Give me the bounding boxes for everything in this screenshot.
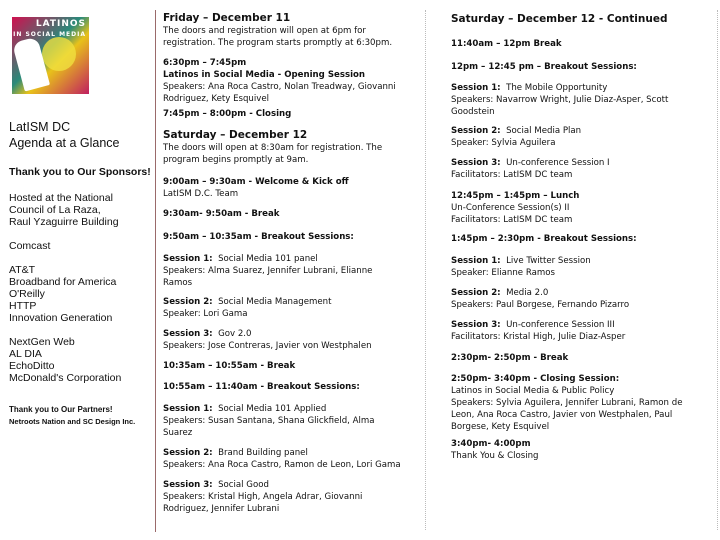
bold-label: Session 3: [163,329,213,339]
latism-logo [12,17,89,94]
schedule-line [163,93,396,105]
bold-label: 12pm – 12:45 pm – Breakout Sessions: [451,62,637,72]
logo-text: LATINOS [35,19,86,29]
line-text: Speakers: Ana Roca Castro, Nolan Treadway, Giovanni [163,82,396,92]
sponsor-name: Raul Yzaguirre Building [9,216,119,228]
partners-heading: Thank you to Our Partners! [9,405,113,414]
sponsor-name: Hosted at the National [9,192,113,204]
schedule-item [451,233,637,245]
schedule-item [451,255,591,279]
schedule-item [451,125,581,149]
line-text: Social Media 101 panel [218,254,318,264]
sponsor-group [9,264,121,324]
line-text: Rodriguez, Kety Esquivel [163,94,270,104]
schedule-line [451,214,579,226]
sponsor-name: HTTP [9,300,37,312]
schedule-line [451,267,591,279]
bold-label: 1:45pm – 2:30pm - Breakout Sessions: [451,234,637,244]
schedule-line [163,308,331,320]
schedule-line [451,94,668,106]
line-text: Facilitators: LatISM DC team [451,170,573,180]
sponsor-name: EchoDitto [9,360,55,372]
schedule-item [451,373,682,433]
schedule-line [451,331,625,343]
schedule-line [163,253,372,265]
sponsor-name: McDonald's Corporation [9,372,122,384]
schedule-item [163,328,372,352]
line-text: Brand Building panel [218,448,308,458]
bold-label: 9:30am- 9:50am - Break [163,209,280,219]
sponsor-name: O'Reilly [9,288,45,300]
schedule-item [163,208,280,220]
schedule-line [163,296,331,308]
schedule-item [163,129,382,166]
sponsor-name: Broadband for America [9,276,117,288]
line-text: LatISM D.C. Team [163,189,239,199]
line-text: Speakers: Ana Roca Castro, Ramon de Leon, Lori Gama [163,460,401,470]
schedule-line [451,169,610,181]
line-text: Un-conference Session III [506,320,615,330]
bold-label: Session 2: [163,448,213,458]
bold-label: 7:45pm – 8:00pm - Closing [163,109,292,119]
bold-label: 9:50am – 10:35am - Breakout Sessions: [163,232,354,242]
schedule-line [163,108,291,120]
sponsors-list [9,192,121,396]
schedule-line [163,154,382,166]
schedule-line [163,142,382,154]
schedule-item [451,319,625,343]
bold-label: Session 3: [163,480,213,490]
line-text: Speaker: Sylvia Aguilera [451,138,556,148]
schedule-item [451,61,637,73]
sponsor-name: AL DIA [9,348,42,360]
schedule-item [163,403,375,439]
schedule-line [163,25,392,37]
schedule-line [163,447,401,459]
schedule-item [163,231,354,243]
schedule-line [163,265,372,277]
schedule-line [451,202,579,214]
day-heading: Saturday – December 12 [163,129,308,141]
day-heading: Saturday – December 12 - Continued [451,13,668,25]
schedule-item [451,82,668,118]
sidebar-title: LatISM DC [9,120,71,134]
schedule-line [163,37,392,49]
sponsor-name: Innovation Generation [9,312,113,324]
schedule-item [163,381,360,393]
line-text: Social Media Plan [506,126,582,136]
line-text: Social Media Management [218,297,332,307]
schedule-line [451,319,625,331]
schedule-line [163,328,372,340]
line-text: Facilitators: LatISM DC team [451,215,573,225]
schedule-item [451,438,539,462]
bold-label: Session 1: [163,254,213,264]
sponsor-name: AT&T [9,264,36,276]
schedule-item [163,296,331,320]
schedule-item [451,38,562,50]
bold-label: Session 1: [451,256,501,266]
dotted-divider [425,10,426,530]
line-text: Live Twitter Session [506,256,591,266]
line-text: Thank You & Closing [451,451,539,461]
bold-label: Session 2: [163,297,213,307]
schedule-line [451,409,682,421]
schedule-line [163,503,362,515]
line-text: Facilitators: Kristal High, Julie Diaz-Asper [451,332,626,342]
schedule-line [163,81,396,93]
schedule-line [163,340,372,352]
line-text: Borgese, Kety Esquivel [451,422,550,432]
schedule-line [163,176,349,188]
schedule-item [451,157,610,181]
schedule-item [163,253,372,289]
sidebar-subtitle: Agenda at a Glance [9,136,120,150]
bold-label: Session 2: [451,126,501,136]
line-text: Ramos [163,278,193,288]
schedule-line [451,125,581,137]
bold-label: 10:55am – 11:40am - Breakout Sessions: [163,382,360,392]
line-text: Speakers: Susan Santana, Shana Glickfield, Alma [163,416,375,426]
schedule-line [163,427,375,439]
column-divider [155,10,156,532]
schedule-item [163,57,396,105]
schedule-line [163,277,372,289]
bold-label: 6:30pm – 7:45pm [163,58,247,68]
schedule-line [163,188,349,200]
schedule-line [451,82,668,94]
sponsor-group [9,192,121,228]
schedule-item [451,287,629,311]
line-text: The doors and registration will open at 6pm for [163,26,366,36]
schedule-line [451,299,629,311]
bold-label: 11:40am – 12pm Break [451,39,562,49]
schedule-item [451,13,667,26]
line-text: Gov 2.0 [218,329,252,339]
bold-label: 12:45pm – 1:45pm – Lunch [451,191,580,201]
sponsor-name: Council of La Raza, [9,204,101,216]
sponsor-group [9,336,121,384]
line-text: Goodstein [451,107,495,117]
logo-sun [42,37,76,71]
line-text: program begins promptly at 9am. [163,155,309,165]
schedule-item [163,12,392,49]
line-text: Speakers: Sylvia Aguilera, Jennifer Lubrani, Ramon de [451,398,683,408]
line-text: Social Good [218,480,269,490]
line-text: Suarez [163,428,193,438]
schedule-line [163,381,360,393]
sponsors-heading: Thank you to Our Sponsors! [9,166,151,178]
schedule-line [451,157,610,169]
schedule-line [451,450,539,462]
schedule-line [163,403,375,415]
schedule-line [451,61,637,73]
dotted-divider-right [717,10,718,530]
bold-label: Session 3: [451,320,501,330]
sponsor-group [9,240,121,252]
line-text: Latinos in Social Media & Public Policy [451,386,615,396]
bold-label: Latinos in Social Media - Opening Session [163,70,366,80]
line-text: Rodriguez, Jennifer Lubrani [163,504,280,514]
schedule-line [451,421,682,433]
bold-label: 2:30pm- 2:50pm - Break [451,353,569,363]
schedule-item [163,447,401,471]
line-text: Media 2.0 [506,288,549,298]
sponsor-name: Comcast [9,240,51,252]
schedule-line [163,459,401,471]
schedule-line [451,352,568,364]
line-text: Speaker: Lori Gama [163,309,248,319]
schedule-line [451,137,581,149]
logo-text-2: IN SOCIAL MEDIA [13,31,86,38]
bold-label: 3:40pm- 4:00pm [451,439,531,449]
schedule-line [163,57,396,69]
partners-list: Netroots Nation and SC Design Inc. [9,417,136,426]
schedule-line [451,106,668,118]
schedule-line [451,287,629,299]
schedule-item [451,352,568,364]
bold-label: 2:50pm- 3:40pm - Closing Session: [451,374,620,384]
schedule-line [163,479,362,491]
line-text: registration. The program starts promptly at 6:30pm. [163,38,393,48]
sponsor-name: NextGen Web [9,336,75,348]
schedule-line [163,208,280,220]
schedule-line [451,385,682,397]
bold-label: Session 3: [451,158,501,168]
schedule-line [451,255,591,267]
line-text: The doors will open at 8:30am for registration. The [163,143,383,153]
line-text: Speakers: Kristal High, Angela Adrar, Giovanni [163,492,363,502]
line-text: Speaker: Elianne Ramos [451,268,555,278]
line-text: Speakers: Jose Contreras, Javier von Westphalen [163,341,372,351]
line-text: Speakers: Navarrow Wright, Julie Diaz-Asper, Scott [451,95,669,105]
schedule-line [451,190,579,202]
schedule-line [163,360,295,372]
line-text: The Mobile Opportunity [506,83,608,93]
bold-label: Session 1: [451,83,501,93]
bold-label: Session 1: [163,404,213,414]
schedule-item [163,479,362,515]
bold-label: 9:00am – 9:30am - Welcome & Kick off [163,177,349,187]
schedule-line [163,415,375,427]
bold-label: Session 2: [451,288,501,298]
line-text: Speakers: Alma Suarez, Jennifer Lubrani, Elianne [163,266,373,276]
schedule-line [451,438,539,450]
schedule-line [163,231,354,243]
schedule-line [163,491,362,503]
line-text: Un-Conference Session(s) II [451,203,570,213]
day-heading: Friday – December 11 [163,12,291,24]
schedule-line [163,69,396,81]
schedule-line [451,233,637,245]
schedule-line [451,397,682,409]
schedule-item [163,176,349,200]
line-text: Speakers: Paul Borgese, Fernando Pizarro [451,300,630,310]
line-text: Social Media 101 Applied [218,404,327,414]
schedule-line [451,373,682,385]
bold-label: 10:35am – 10:55am - Break [163,361,296,371]
line-text: Leon, Ana Roca Castro, Javier von Westphalen, Paul [451,410,673,420]
line-text: Un-conference Session I [506,158,610,168]
schedule-item [163,108,291,120]
schedule-item [451,190,579,226]
schedule-item [163,360,295,372]
schedule-line [451,38,562,50]
